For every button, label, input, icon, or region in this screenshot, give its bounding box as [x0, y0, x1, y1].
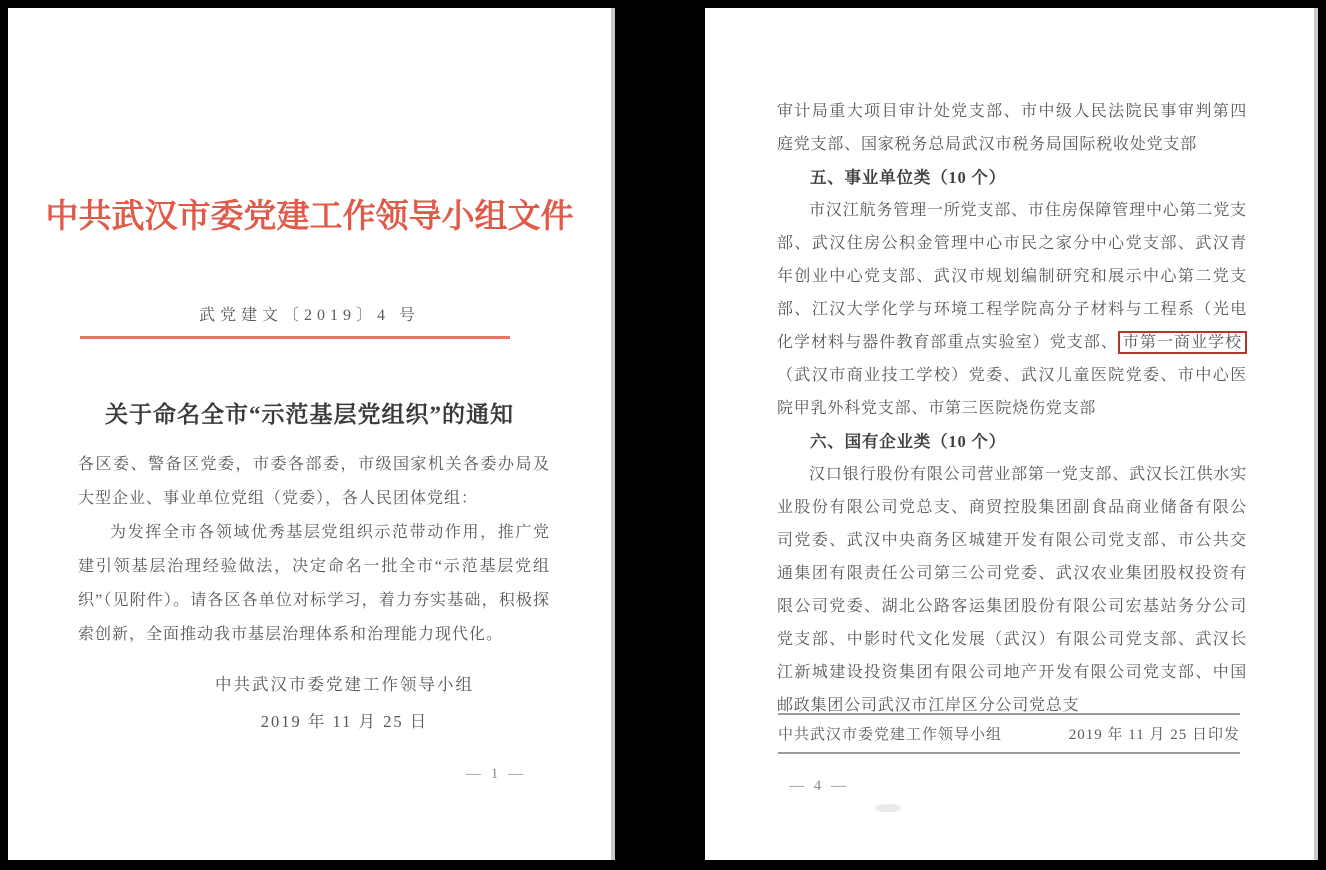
continuation-paragraph: 审计局重大项目审计处党支部、市中级人民法院民事审判第四庭党支部、国家税务总局武汉市税务局国际税收处党支部	[777, 103, 1247, 153]
list-text-after-highlight: （武汉市商业技工学校）党委、武汉儿童医院党委、市中心医院甲乳外科党支部、市第三医院烧伤党支部	[777, 367, 1247, 417]
section-heading-state-owned-enterprises: 六、国有企业类（10 个）	[810, 432, 1007, 451]
document-number: 武党建文〔2019〕4 号	[198, 307, 420, 324]
section-heading-public-institutions: 五、事业单位类（10 个）	[810, 168, 1007, 187]
main-paragraph: 为发挥全市各领域优秀基层党组织示范带动作用，推广党建引领基层治理经验做法，决定命名一批全市“示范基层党组织”（见附件）。请各区各单位对标学习，着力夯实基础，积极探索创新，全面推动我市基层治理体系和治理能力现代化。	[78, 524, 550, 643]
signature-block	[8, 666, 611, 740]
signature-issuer: 中共武汉市委党建工作领导小组	[215, 675, 474, 694]
document-header-title: 中共武汉市委党建工作领导小组文件	[45, 199, 574, 235]
page-number-1: — 1 —	[466, 766, 526, 782]
scan-smudge-artifact	[875, 804, 901, 812]
red-divider-line	[80, 336, 510, 339]
notice-body	[78, 448, 550, 652]
printing-footer	[778, 713, 1240, 754]
state-owned-enterprises-paragraph: 汉口银行股份有限公司营业部第一党支部、武汉长江供水实业股份有限公司党总支、商贸控股集团副食品商业储备有限公司党委、武汉中央商务区城建开发有限公司党支部、市公共交通集团有限责任公司第三公司党委、武汉农业集团股权投资有限公司党委、湖北公路客运集团股份有限公司宏基站务分公司党支部、中影时代文化发展（武汉）有限公司党支部、武汉长江新城建设投资集团有限公司地产开发有限公司党支部、中国邮政集团公司武汉市江岸区分公司党总支	[777, 466, 1247, 714]
footer-print-date: 2019 年 11 月 25 日印发	[1068, 727, 1240, 743]
document-page-1	[8, 8, 615, 860]
footer-issuer: 中共武汉市委党建工作领导小组	[778, 727, 1003, 743]
red-highlight-box: 市第一商业学校	[1118, 331, 1247, 354]
addressees-paragraph: 各区委、警备区党委，市委各部委，市级国家机关各委办局及大型企业、事业单位党组（党委），各人民团体党组：	[78, 456, 550, 507]
notice-title: 关于命名全市“示范基层党组织”的通知	[105, 402, 514, 427]
page-number-4: — 4 —	[789, 778, 849, 794]
public-institutions-paragraph	[777, 194, 1247, 425]
list-text-before-highlight: 市汉江航务管理一所党支部、市住房保障管理中心第二党支部、武汉住房公积金管理中心市民之家分中心党支部、武汉青年创业中心党支部、武汉市规划编制研究和展示中心第二党支部、江汉大学化学与环境工程学院高分子材料与工程系（光电化学材料与器件教育部重点实验室）党支部、	[777, 202, 1247, 351]
document-page-4	[705, 8, 1318, 860]
appendix-list	[777, 95, 1247, 722]
signature-date: 2019 年 11 月 25 日	[260, 712, 429, 731]
